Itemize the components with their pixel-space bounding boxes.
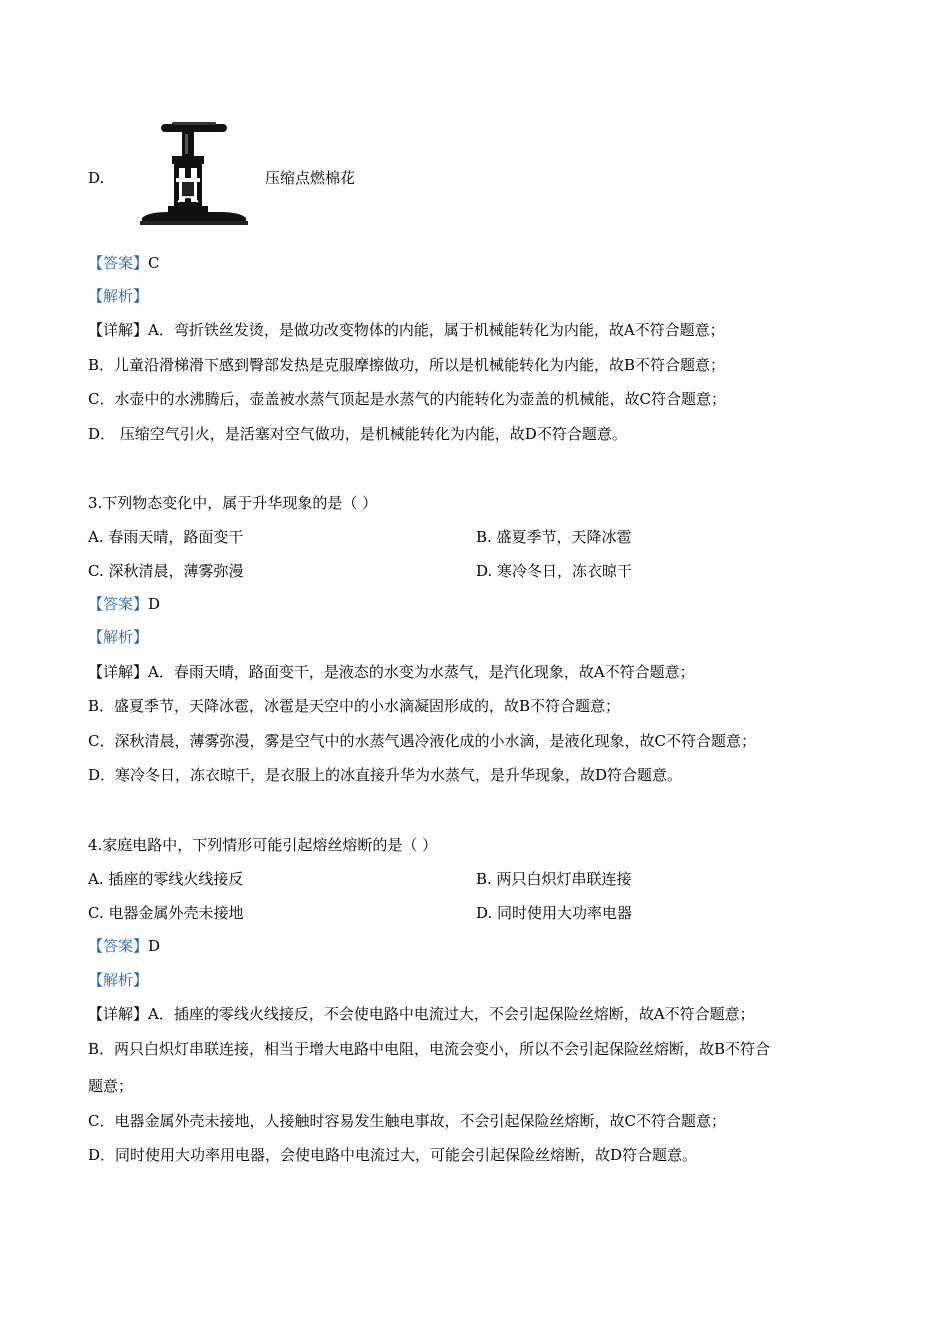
q4-detail-d: D．同时使用大功率用电器，会使电路中电流过大，可能会引起保险丝熔断，故D符合题意。 [88, 1146, 698, 1164]
option-d-letter: D. [88, 169, 105, 187]
q2-answer-label: 【答案】 [88, 254, 149, 272]
q3-answer-label: 【答案】 [88, 595, 149, 613]
q2-detail-c: C．水壶中的水沸腾后，壶盖被水蒸气顶起是水蒸气的内能转化为壶盖的机械能，故C符合题意； [88, 390, 726, 408]
q4-answer-label: 【答案】 [88, 937, 149, 955]
q4-option-c: C. 电器金属外壳未接地 [88, 904, 244, 922]
option-d-caption: 压缩点燃棉花 [265, 169, 356, 187]
q2-answer-value: C [148, 254, 160, 272]
q3-stem: 3.下列物态变化中，属于升华现象的是（ ） [88, 494, 378, 512]
q3-detail-d: D．寒冷冬日，冻衣晾干，是衣服上的冰直接升华为水蒸气，是升华现象，故D符合题意。 [88, 766, 683, 784]
compression-igniter-image [138, 122, 250, 228]
q4-detail-b-cont: 题意； [88, 1077, 134, 1095]
q4-answer [88, 936, 160, 956]
q2-detail-d: D． 压缩空气引火，是活塞对空气做功，是机械能转化为内能，故D不符合题意。 [88, 425, 627, 443]
q2-answer [88, 253, 160, 273]
q2-analysis-label: 【解析】 [88, 287, 149, 305]
q4-option-b: B. 两只白炽灯串联连接 [476, 870, 632, 888]
q3-option-c: C. 深秋清晨，薄雾弥漫 [88, 562, 244, 580]
q3-detail-b: B．盛夏季节，天降冰雹，冰雹是天空中的小水滴凝固形成的，故B不符合题意； [88, 697, 621, 715]
q4-analysis-label: 【解析】 [88, 971, 149, 989]
q3-detail-c: C．深秋清晨，薄雾弥漫，雾是空气中的水蒸气遇冷液化成的小水滴，是液化现象，故C不符合题意； [88, 732, 756, 750]
q3-option-d: D. 寒冷冬日，冻衣晾干 [476, 562, 633, 580]
q4-detail-a: 【详解】A．插座的零线火线接反，不会使电路中电流过大，不会引起保险丝熔断，故A不符合题意； [88, 1005, 755, 1023]
q4-detail-label: 【详解】 [88, 1005, 149, 1023]
q4-detail-c: C．电器金属外壳未接地，人接触时容易发生触电事故，不会引起保险丝熔断，故C不符合题意； [88, 1112, 726, 1130]
q3-option-b: B. 盛夏季节，天降冰雹 [476, 528, 632, 546]
q4-answer-value: D [148, 937, 161, 955]
q2-detail-label: 【详解】 [88, 321, 149, 339]
q4-option-a: A. 插座的零线火线接反 [88, 870, 244, 888]
q3-answer [88, 594, 160, 614]
q3-analysis-label: 【解析】 [88, 628, 149, 646]
q3-answer-value: D [148, 595, 161, 613]
q2-detail-b: B．儿童沿滑梯滑下感到臀部发热是克服摩擦做功，所以是机械能转化为内能，故B不符合题意； [88, 356, 726, 374]
q4-option-d: D. 同时使用大功率电器 [476, 904, 633, 922]
q3-detail-a: 【详解】A．春雨天晴，路面变干，是液态的水变为水蒸气，是汽化现象，故A不符合题意； [88, 663, 695, 681]
q4-stem: 4.家庭电路中，下列情形可能引起熔丝熔断的是（ ） [88, 836, 438, 854]
q3-detail-label: 【详解】 [88, 663, 149, 681]
compression-igniter-drawing [138, 122, 250, 228]
q4-detail-b: B．两只白炽灯串联连接，相当于增大电路中电阻，电流会变小，所以不会引起保险丝熔断，故B不符合 [88, 1040, 771, 1058]
q2-detail-a: 【详解】A．弯折铁丝发烫，是做功改变物体的内能，属于机械能转化为内能，故A不符合题意； [88, 321, 725, 339]
q3-option-a: A. 春雨天晴，路面变干 [88, 528, 244, 546]
